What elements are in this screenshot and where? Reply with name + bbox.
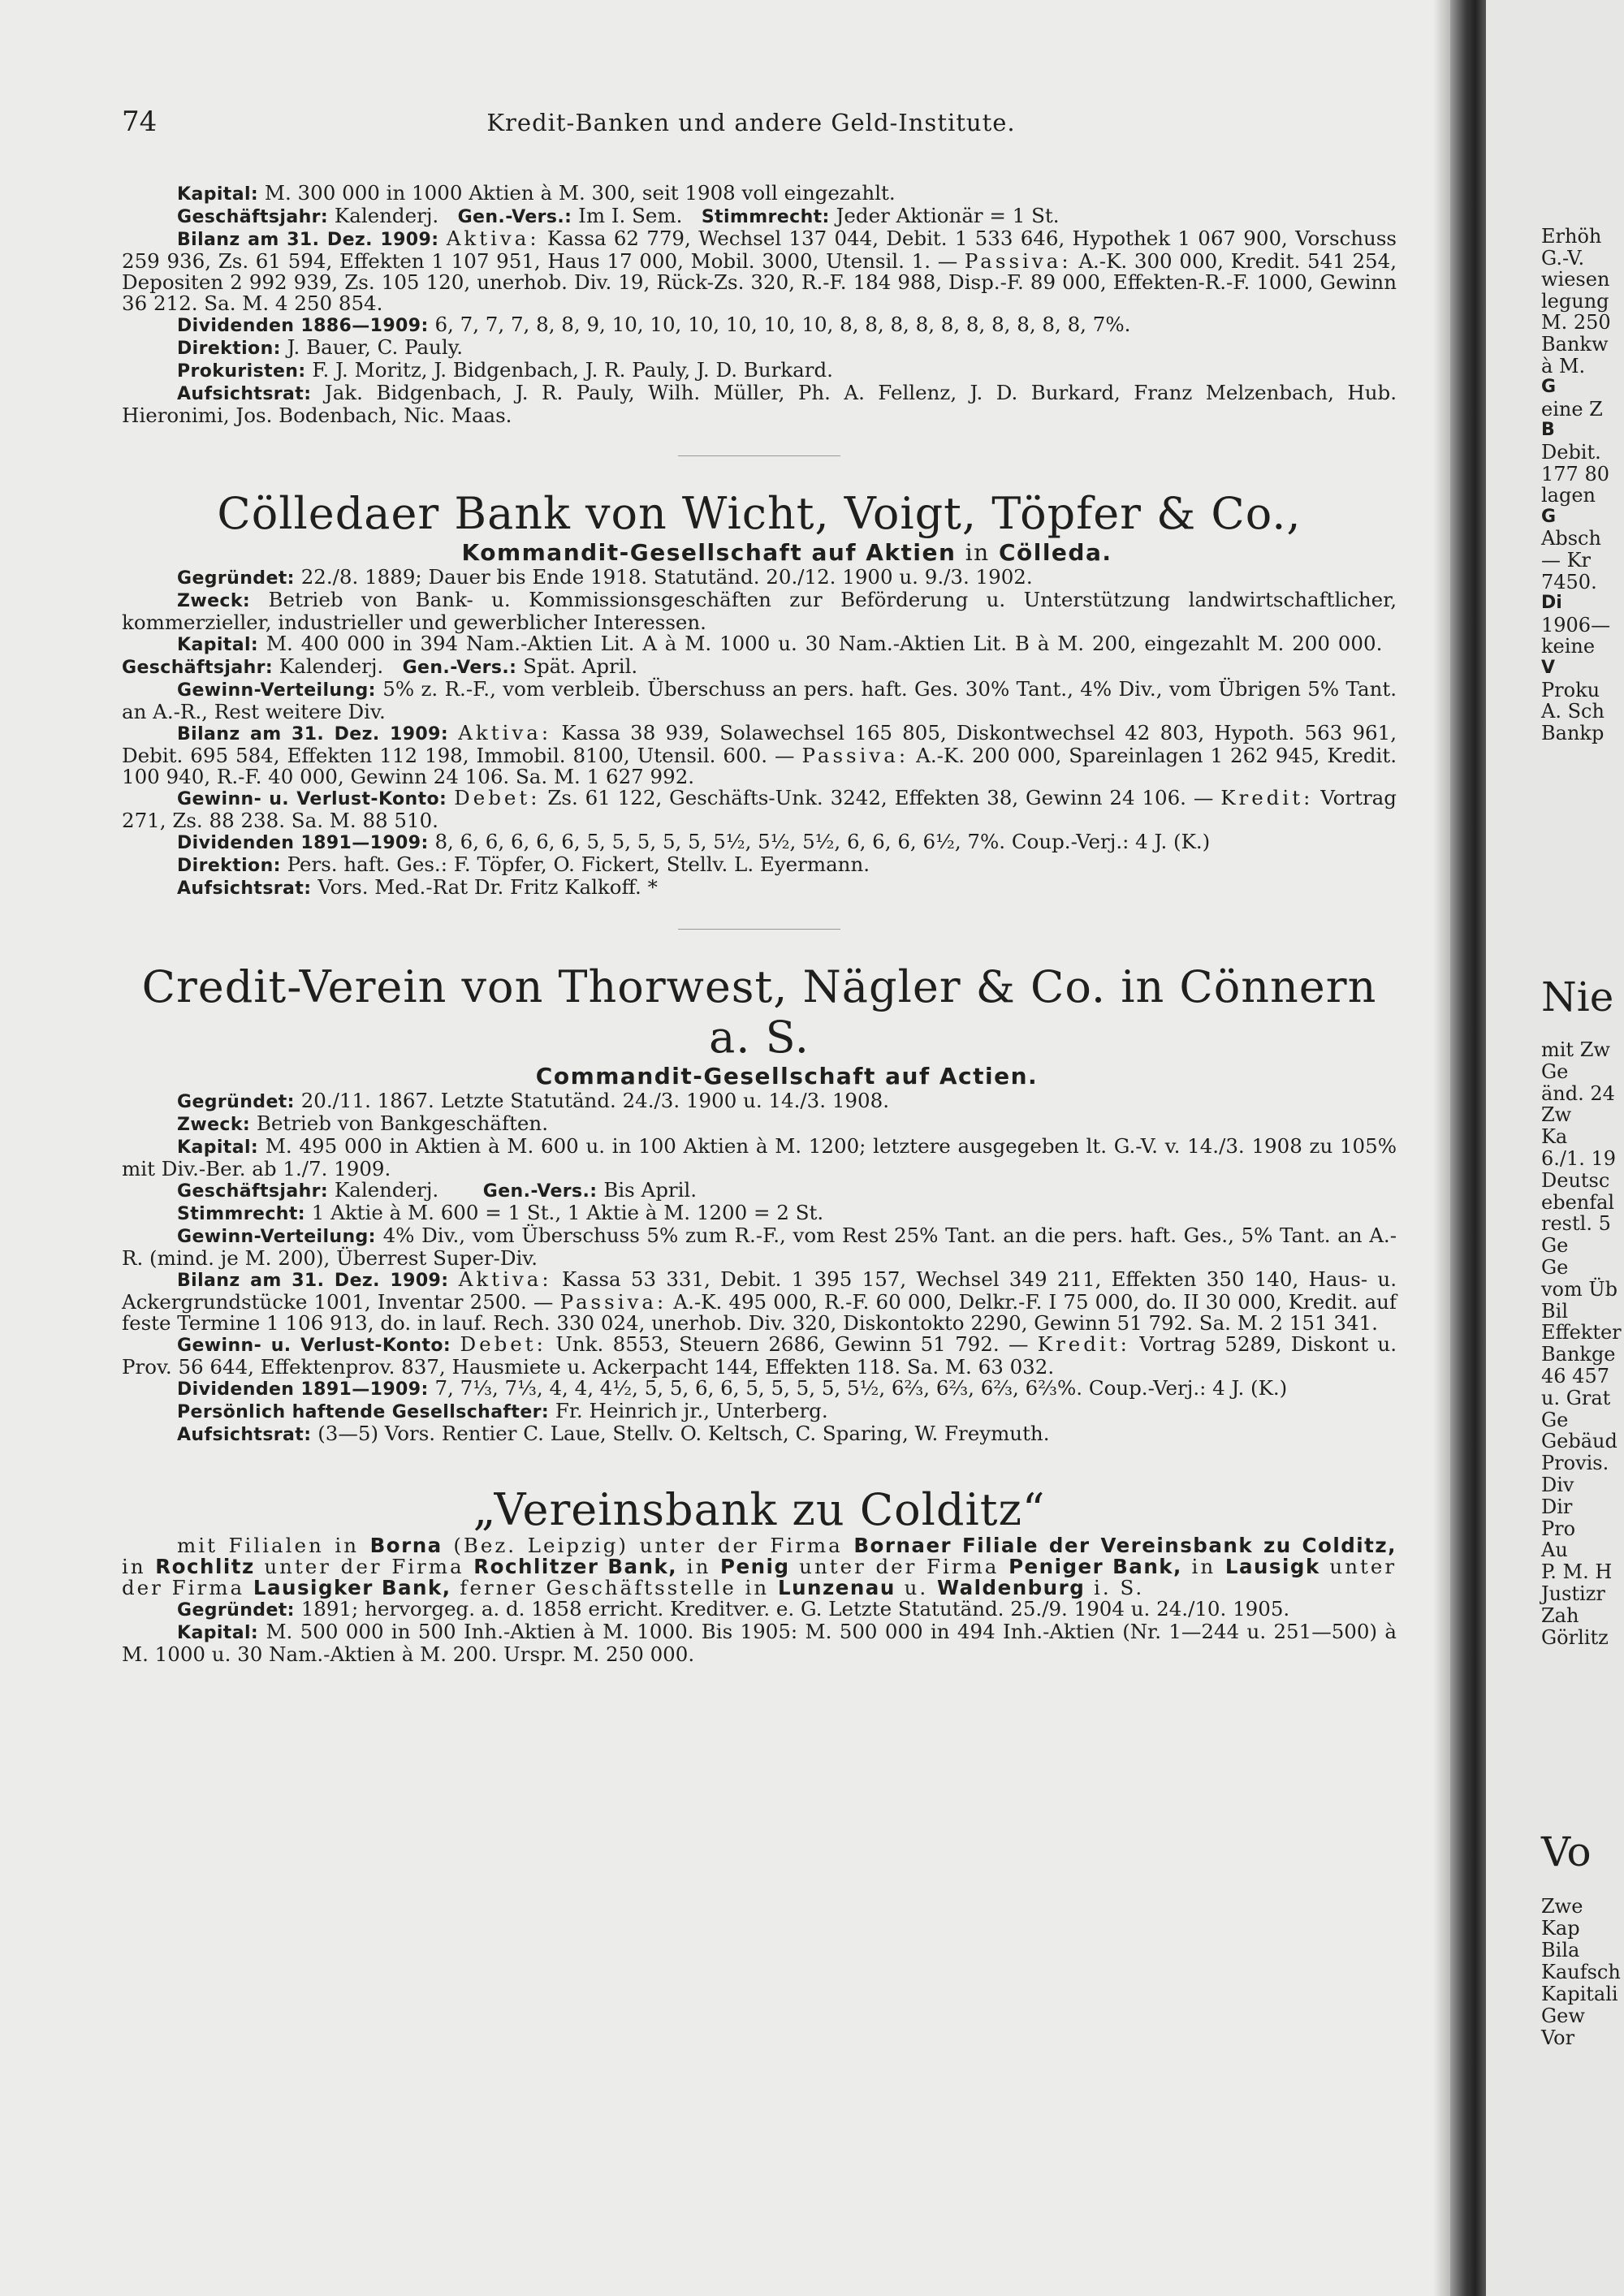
geschaeftsjahr-line: Geschäftsjahr: Kalenderj. Gen.-Vers.: Bis April. [177, 1178, 698, 1202]
facing-page-text: Vo [1541, 1828, 1592, 1875]
filialen-paragraph: mit Filialen in Borna (Bez. Leipzig) unter der Firma Bornaer Filiale der Vereinsbank zu Colditz, in Rochlitz unter der Firma Rochlitzer Bank, in Penig unter der Firma Peniger Bank, in Lausigk unter der Firma Lausigker Bank, ferner Geschäftsstelle in Lunzenau u. Waldenburg i. S. [122, 1534, 1397, 1599]
stimmrecht-line: Stimmrecht: 1 Aktie à M. 600 = 1 St., 1 Aktie à M. 1200 = 2 St. [177, 1201, 824, 1224]
bank-legal-form: Kommandit-Gesellschaft auf Aktien in Cölleda. [461, 539, 1112, 566]
facing-page-text: V [1541, 658, 1556, 678]
aufsichtsrat-line: Aufsichtsrat: Jak. Bidgenbach, J. R. Pauly, Wilh. Müller, Ph. A. Fellenz, J. D. Burkard, Franz Melzenbach, Hub. Hieronimi, Jos. Bodenbach, Nic. Maas. [122, 381, 1397, 427]
facing-page-text: lagen [1541, 484, 1596, 507]
zweck-line: Zweck: Betrieb von Bankgeschäften. [177, 1111, 548, 1135]
facing-page-text: 7450. [1541, 570, 1597, 593]
facing-page-text: Bankp [1541, 721, 1605, 744]
facing-page-fragment [1486, 0, 1624, 2296]
kapital-paragraph: Kapital: M. 500 000 in 500 Inh.-Aktien à M. 1000. Bis 1905: M. 500 000 in 494 Inh.-Aktien (Nr. 1—244 u. 251—500) à M. 1000 u. 30 Nam.-Aktien à M. 200. Urspr. M. 250 000. [122, 1620, 1397, 1666]
book-gutter [1450, 0, 1486, 2296]
gegruendet-line: Gegründet: 22./8. 1889; Dauer bis Ende 1918. Statutänd. 20./12. 1900 u. 9./3. 1902. [177, 565, 1033, 589]
facing-page-text: Pro [1541, 1517, 1576, 1540]
facing-page-text: Ge [1541, 1256, 1569, 1279]
facing-page-text: legung [1541, 289, 1609, 313]
aufsichtsrat-line: Aufsichtsrat: (3—5) Vors. Rentier C. Laue, Stellv. O. Keltsch, C. Sparing, W. Freymuth. [177, 1422, 1050, 1445]
aufsichtsrat-line: Aufsichtsrat: Vors. Med.-Rat Dr. Fritz Kalkoff. * [177, 875, 658, 899]
facing-page-text: 6./1. 19 [1541, 1147, 1617, 1170]
facing-page-text: Div [1541, 1474, 1574, 1496]
facing-page-text: à M. [1541, 354, 1586, 378]
facing-page-text: vom Üb [1541, 1277, 1618, 1301]
facing-page-text: Bil [1541, 1299, 1568, 1323]
facing-page-text: M. 250 [1541, 311, 1611, 334]
geschaeftsjahr-line: Geschäftsjahr: Kalenderj. Gen.-Vers.: Im I. Sem. Stimmrecht: Jeder Aktionär = 1 St. [177, 204, 1060, 227]
dividenden-paragraph: Dividenden 1891—1909: 8, 6, 6, 6, 6, 6, 5, 5, 5, 5, 5, 5½, 5½, 5½, 6, 6, 6, 6½, 7%. Coup.-Verj.: 4 J. (K.) [177, 830, 1211, 853]
facing-page-text: G.-V. [1541, 246, 1585, 270]
facing-page-text: Ge [1541, 1060, 1569, 1083]
facing-page-text: Zwe [1541, 1895, 1583, 1918]
guv-paragraph: Gewinn- u. Verlust-Konto: Debet: Unk. 8553, Steuern 2686, Gewinn 51 792. — Kredit: Vortrag 5289, Diskont u. Prov. 56 644, Effektenprov. 837, Hausmiete u. Ackerpacht 144, Effekten 118. Sa. M. 63 032. [122, 1332, 1397, 1379]
facing-page-text: G [1541, 377, 1557, 398]
dividenden-line: Dividenden 1886—1909: 6, 7, 7, 7, 8, 8, 9, 10, 10, 10, 10, 10, 10, 8, 8, 8, 8, 8, 8, 8, 8, 8, 8, 7%. [177, 313, 1131, 336]
facing-page-text: Kap [1541, 1917, 1580, 1940]
gewinn-verteilung-paragraph: Gewinn-Verteilung: 5% z. R.-F., vom verbleib. Überschuss an pers. haft. Ges. 30% Tant., 4% Div., vom Übrigen 5% Tant. an A.-R., Rest weitere Div. [122, 677, 1397, 723]
entry-separator [678, 455, 840, 456]
entry-separator [678, 929, 840, 930]
dividenden-paragraph: Dividenden 1891—1909: 7, 7⅓, 7⅓, 4, 4, 4½, 5, 5, 6, 6, 5, 5, 5, 5, 5½, 6⅔, 6⅔, 6⅔, 6⅔%. Coup.-Verj.: 4 J. (K.) [177, 1376, 1288, 1400]
bank-legal-form: Commandit-Gesellschaft auf Actien. [535, 1063, 1039, 1090]
kapital-paragraph: Kapital: M. 400 000 in 394 Nam.-Aktien Lit. A à M. 1000 u. 30 Nam.-Aktien Lit. B à M. 200, eingezahlt M. 200 000. Geschäftsjahr: Kalenderj. Gen.-Vers.: Spät. April. [122, 632, 1383, 678]
facing-page-text: Ge [1541, 1234, 1569, 1258]
facing-page-text: Zw [1541, 1103, 1572, 1127]
facing-page-text: P. M. H [1541, 1560, 1613, 1584]
facing-page-text: änd. 24 [1541, 1081, 1615, 1105]
facing-page-text: G [1541, 506, 1557, 527]
facing-page-text: Bankw [1541, 333, 1609, 356]
facing-page-text: — Kr [1541, 549, 1592, 572]
page-header [110, 97, 1393, 146]
facing-page-text: restl. 5 [1541, 1212, 1611, 1236]
facing-page-text: 177 80 [1541, 462, 1609, 486]
facing-page-text: keine [1541, 635, 1596, 658]
left-page [110, 97, 1397, 2290]
running-title: Kredit-Banken und andere Geld-Institute. [486, 109, 1016, 136]
facing-page-text: Kapitali [1541, 1983, 1618, 2005]
facing-page-text: Dir [1541, 1495, 1573, 1518]
bank-name: Cölledaer Bank von Wicht, Voigt, Töpfer & Co., [217, 488, 1302, 539]
facing-page-text: mit Zw [1541, 1038, 1610, 1061]
entry-continued [122, 183, 1397, 426]
facing-page-text: Absch [1541, 527, 1601, 550]
facing-page-text: Bankge [1541, 1343, 1616, 1366]
direktion-line: Direktion: Pers. haft. Ges.: F. Töpfer, O. Fickert, Stellv. L. Eyermann. [177, 852, 870, 876]
facing-page-text: Ge [1541, 1408, 1569, 1431]
bilanz-paragraph: Bilanz am 31. Dez. 1909: Aktiva: Kassa 53 331, Debit. 1 395 157, Wechsel 349 211, Effekten 350 140, Haus- u. Ackergrundstücke 1001, Inventar 2500. — Passiva: A.-K. 495 000, R.-F. 60 000, Delkr.-F. I 75 000, do. II 30 000, Kredit. auf feste Termine 1 106 913, do. in lauf. Rech. 330 024, unerhob. Div. 320, Diskontokto 2290, Gewinn 51 792. Sa. M. 2 151 341. [122, 1267, 1397, 1335]
guv-paragraph: Gewinn- u. Verlust-Konto: Debet: Zs. 61 122, Geschäfts-Unk. 3242, Effekten 38, Gewinn 24 106. — Kredit: Vortrag 271, Zs. 88 238. Sa. M. 88 510. [122, 786, 1397, 832]
facing-page-text: Vor [1541, 2026, 1575, 2049]
facing-page-text: Di [1541, 593, 1562, 614]
bank-name: „Vereinsbank zu Colditz“ [473, 1484, 1046, 1535]
facing-page-text: 46 457 [1541, 1365, 1609, 1388]
facing-page-text: Bila [1541, 1939, 1580, 1962]
facing-page-text: wiesen [1541, 268, 1610, 291]
gesellschafter-line: Persönlich haftende Gesellschafter: Fr. Heinrich jr., Unterberg. [177, 1399, 828, 1422]
facing-page-text: Zah [1541, 1603, 1579, 1627]
facing-page-text: Deutsc [1541, 1168, 1610, 1192]
entry-coelledaer-bank [122, 489, 1397, 900]
bank-name: Credit-Verein von Thorwest, Nägler & Co. in Cönnern a. S. [141, 961, 1377, 1063]
facing-page-text: Gebäud [1541, 1430, 1618, 1453]
gegruendet-paragraph: Gegründet: 1891; hervorgeg. a. d. 1858 erricht. Kreditver. e. G. Letzte Statutänd. 25./9. 1904 u. 24./10. 1905. [177, 1597, 1290, 1621]
facing-page-text: Ka [1541, 1125, 1568, 1149]
entry-vereinsbank-colditz [122, 1485, 1397, 1665]
facing-page-text: Görlitz [1541, 1625, 1609, 1649]
facing-page-text: Nie [1541, 973, 1614, 1021]
page-number: 74 [122, 106, 158, 138]
facing-page-text: Proku [1541, 678, 1600, 701]
facing-page-text: Justizr [1541, 1582, 1605, 1605]
facing-page-text: eine Z [1541, 397, 1603, 421]
facing-page-text: ebenfal [1541, 1190, 1615, 1214]
zweck-paragraph: Zweck: Betrieb von Bank- u. Kommissionsgeschäften zur Beförderung u. Unterstützung landwirtschaftlicher, kommerzieller, industrieller und gewerblicher Interessen. [122, 588, 1397, 634]
facing-page-text: Au [1541, 1539, 1568, 1562]
facing-page-text: Effekter [1541, 1321, 1622, 1344]
direktion-line: Direktion: J. Bauer, C. Pauly. [177, 335, 464, 359]
bilanz-paragraph: Bilanz am 31. Dez. 1909: Aktiva: Kassa 62 779, Wechsel 137 044, Debit. 1 533 646, Hypothek 1 067 900, Vorschuss 259 936, Zs. 61 594, Effekten 1 107 951, Haus 17 000, Mobil. 3000, Utensil. 1. — Passiva: A.-K. 300 000, Kredit. 541 254, Depositen 2 992 939, Zs. 105 120, unerhob. Div. 19, Rück-Zs. 320, R.-F. 184 988, Disp.-F. 89 000, Effekten-R.-F. 1000, Gewinn 36 212. Sa. M. 4 250 854. [122, 227, 1397, 315]
gegruendet-line: Gegründet: 20./11. 1867. Letzte Statutänd. 24./3. 1900 u. 14./3. 1908. [177, 1089, 889, 1112]
facing-page-text: 1906— [1541, 613, 1611, 637]
facing-page-text: u. Grat [1541, 1386, 1611, 1409]
page-body [122, 183, 1397, 1665]
bilanz-paragraph: Bilanz am 31. Dez. 1909: Aktiva: Kassa 38 939, Solawechsel 165 805, Diskontwechsel 42 803, Hypoth. 563 961, Debit. 695 584, Effekten 112 198, Immobil. 8100, Utensil. 600. — Passiva: A.-K. 200 000, Spareinlagen 1 262 945, Kredit. 100 940, R.-F. 40 000, Gewinn 24 106. Sa. M. 1 627 992. [122, 721, 1397, 788]
facing-page-text: Kaufsch [1541, 1961, 1621, 1983]
facing-page-text: Provis. [1541, 1452, 1609, 1475]
entry-credit-verein-coennern [122, 962, 1397, 1446]
kapital-paragraph: Kapital: M. 495 000 in Aktien à M. 600 u. in 100 Aktien à M. 1200; letztere ausgegeben lt. G.-V. v. 14./3. 1908 zu 105% mit Div.-Ber. ab 1./7. 1909. [122, 1134, 1397, 1180]
gewinn-verteilung-paragraph: Gewinn-Verteilung: 4% Div., vom Überschuss 5% zum R.-F., vom Rest 25% Tant. an die pers. haft. Ges., 5% Tant. an A.-R. (mind. je M. 200), Überrest Super-Div. [122, 1224, 1397, 1270]
facing-page-text: B [1541, 420, 1555, 441]
facing-page-text: Gew [1541, 2005, 1585, 2027]
facing-page-text: Debit. [1541, 441, 1601, 464]
kapital-line: Kapital: M. 300 000 in 1000 Aktien à M. 300, seit 1908 voll eingezahlt. [177, 181, 896, 205]
prokuristen-line: Prokuristen: F. J. Moritz, J. Bidgenbach, J. R. Pauly, J. D. Burkard. [177, 358, 833, 382]
facing-page-text: Erhöh [1541, 225, 1602, 248]
facing-page-text: A. Sch [1541, 700, 1605, 723]
